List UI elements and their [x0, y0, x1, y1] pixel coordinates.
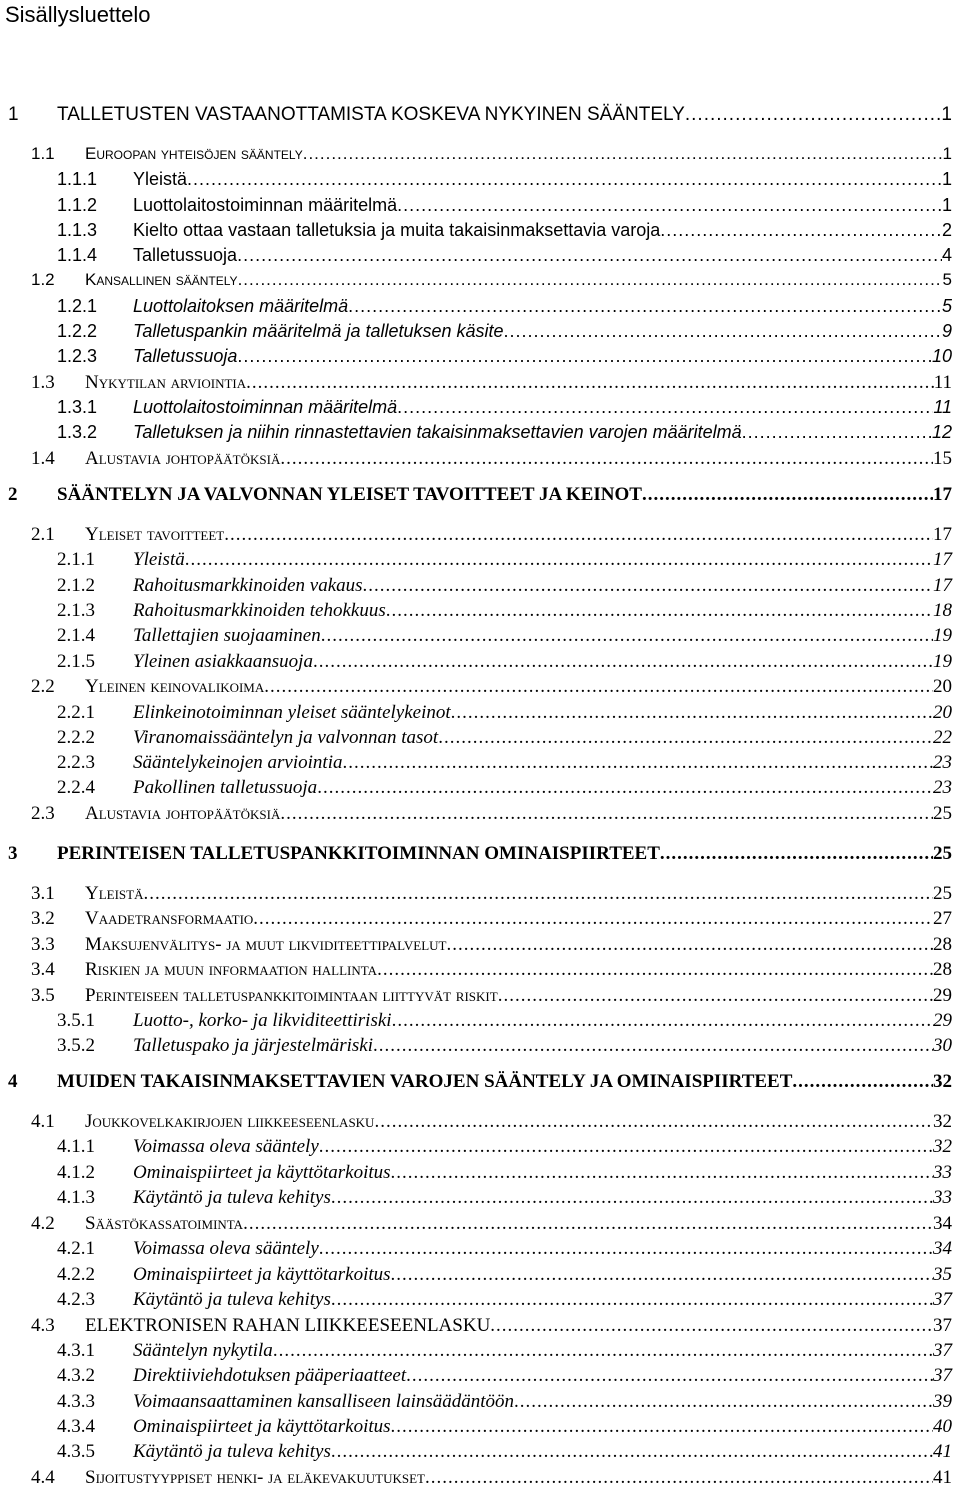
toc-page-number: 25 [933, 883, 952, 904]
toc-number: 4.1.1 [57, 1136, 95, 1157]
toc-leader-dots [391, 1416, 933, 1438]
toc-label: Luotto-, korko- ja likviditeettiriski [133, 1010, 392, 1031]
toc-page-number: 41 [933, 1441, 952, 1462]
toc-leader-dots [425, 1467, 933, 1489]
toc-number: 4.1.2 [57, 1162, 95, 1183]
toc-page-number: 29 [933, 1010, 952, 1031]
toc-entry[interactable] [0, 1416, 960, 1441]
toc-label: Yleinen keinovalikoima [85, 676, 265, 697]
toc-entry[interactable] [0, 843, 960, 868]
toc-number: 4.1 [31, 1111, 55, 1132]
toc-entry[interactable] [0, 1162, 960, 1187]
toc-leader-dots [391, 1264, 933, 1286]
toc-leader-dots [642, 484, 933, 506]
toc-page-number: 20 [933, 676, 952, 697]
toc-leader-dots [438, 727, 933, 749]
toc-label: Luottolaitostoiminnan määritelmä [133, 397, 398, 417]
toc-number: 2.3 [31, 803, 55, 824]
toc-leader-dots [363, 575, 933, 597]
toc-entry[interactable] [0, 803, 960, 828]
toc-label: Yleistä [133, 169, 188, 189]
toc-leader-dots [373, 1035, 933, 1057]
toc-number: 3.2 [31, 908, 55, 929]
toc-page-number: 17 [933, 524, 952, 545]
toc-leader-dots [273, 1340, 933, 1362]
toc-label: MUIDEN TAKAISINMAKSETTAVIEN VAROJEN SÄÄNTELY JA OMINAISPIIRTEET [57, 1071, 793, 1092]
toc-entry[interactable] [0, 908, 960, 933]
toc-entry[interactable] [0, 1010, 960, 1035]
toc-number: 4.3.5 [57, 1441, 95, 1462]
toc-page-number: 28 [933, 934, 952, 955]
toc-page-number: 19 [933, 625, 952, 646]
toc-page-number: 2 [941, 220, 952, 240]
toc-number: 1.3 [31, 372, 55, 393]
toc-page-number: 30 [933, 1035, 952, 1056]
toc-number: 3.5.2 [57, 1035, 95, 1056]
toc-number: 1.1.3 [57, 220, 98, 240]
toc-page-number: 20 [933, 702, 952, 723]
toc-leader-dots [237, 245, 942, 266]
toc-leader-dots [238, 270, 943, 290]
toc-page-number: 12 [931, 422, 952, 442]
toc-leader-dots [660, 220, 942, 241]
toc-number: 2.2.4 [57, 777, 95, 798]
toc-label: Vaadetransformaatio [85, 908, 254, 929]
toc-label: Rahoitusmarkkinoiden tehokkuus [133, 600, 386, 621]
toc-label: Luottolaitostoiminnan määritelmä [133, 195, 398, 215]
toc-leader-dots [253, 908, 933, 930]
toc-label: Voimassa oleva sääntely [133, 1238, 319, 1259]
toc-number: 2.1.1 [57, 549, 95, 570]
toc-number: 2.1.3 [57, 600, 95, 621]
toc-label: Euroopan yhteisöjen sääntely [85, 144, 303, 163]
toc-entry[interactable] [0, 220, 960, 244]
toc-entry[interactable] [0, 1264, 960, 1289]
toc-page-number: 25 [933, 803, 952, 824]
toc-label: Alustavia johtopäätöksiä [85, 803, 281, 824]
toc-label: Kansallinen sääntely [85, 270, 238, 289]
toc-number: 4.2.2 [57, 1264, 95, 1285]
toc-number: 3.3 [31, 934, 55, 955]
toc-number: 1.1.4 [57, 245, 98, 265]
toc-leader-dots [331, 1289, 933, 1311]
toc-label: Ominaispiirteet ja käyttötarkoitus [133, 1162, 391, 1183]
toc-entry[interactable] [0, 1441, 960, 1466]
toc-label: Elinkeinotoiminnan yleiset sääntelykeinot [133, 702, 451, 723]
toc-leader-dots [377, 959, 933, 981]
toc-label: Alustavia johtopäätöksiä [85, 448, 281, 469]
toc-page-number: 9 [941, 321, 952, 341]
toc-entry[interactable] [0, 1340, 960, 1365]
toc-label: Direktiiviehdotuksen pääperiaatteet [133, 1365, 407, 1386]
toc-number: 4.3.1 [57, 1340, 95, 1361]
toc-entry[interactable] [0, 372, 960, 397]
toc-page-number: 4 [941, 245, 952, 265]
toc-page-number: 25 [933, 843, 952, 864]
toc-label: PERINTEISEN TALLETUSPANKKITOIMINNAN OMINAISPIIRTEET [57, 843, 660, 864]
toc-leader-dots [321, 625, 933, 647]
toc-page-number: 15 [933, 448, 952, 469]
toc-leader-dots [504, 321, 942, 342]
toc-leader-dots [185, 549, 933, 571]
toc-number: 2.2.1 [57, 702, 95, 723]
toc-label: Joukkovelkakirjojen liikkeeseenlasku [85, 1111, 375, 1132]
toc-entry[interactable] [0, 883, 960, 908]
toc-number: 4.3.3 [57, 1391, 95, 1412]
toc-page-number: 23 [933, 752, 952, 773]
toc-leader-dots [397, 195, 942, 216]
toc-page-number: 17 [933, 484, 952, 505]
toc-number: 3.1 [31, 883, 55, 904]
toc-entry[interactable] [0, 651, 960, 676]
toc-page-number: 32 [933, 1136, 952, 1157]
toc-number: 1.2.2 [57, 321, 98, 341]
toc-label: ELEKTRONISEN RAHAN LIIKKEESEENLASKU [85, 1315, 491, 1336]
toc-page-number: 40 [933, 1416, 952, 1437]
toc-leader-dots [406, 1365, 933, 1387]
toc-entry[interactable] [0, 1213, 960, 1238]
toc-entry[interactable] [0, 1365, 960, 1390]
toc-leader-dots [446, 934, 933, 956]
toc-label: Voimassa oleva sääntely [133, 1136, 319, 1157]
toc-number: 4.2 [31, 1213, 55, 1234]
toc-page-number: 5 [942, 270, 952, 289]
toc-leader-dots [348, 296, 942, 317]
toc-entry[interactable] [0, 484, 960, 509]
toc-page-number: 17 [933, 575, 952, 596]
toc-leader-dots [280, 803, 933, 825]
toc-entry[interactable] [0, 422, 960, 446]
toc-label: Sääntelyn nykytila [133, 1340, 273, 1361]
toc-entry[interactable] [0, 1238, 960, 1263]
toc-number: 4.3 [31, 1315, 55, 1336]
toc-entry[interactable] [0, 575, 960, 600]
toc-page-number: 1 [941, 104, 952, 125]
toc-page-number: 27 [933, 908, 952, 929]
toc-page-number: 34 [933, 1238, 952, 1259]
toc-label: Yleiset tavoitteet [85, 524, 225, 545]
toc-number: 3.5 [31, 985, 55, 1006]
toc-leader-dots [374, 1111, 933, 1133]
toc-entry[interactable] [0, 1315, 960, 1340]
toc-number: 1.2 [31, 270, 55, 289]
toc-label: Luottolaitoksen määritelmä [133, 296, 349, 316]
toc-leader-dots [391, 1162, 933, 1184]
toc-page-number: 37 [933, 1340, 952, 1361]
toc-leader-dots [243, 1213, 933, 1235]
toc-page-number: 22 [933, 727, 952, 748]
toc-number: 4.2.1 [57, 1238, 95, 1259]
toc-entry[interactable] [0, 934, 960, 959]
toc-entry[interactable] [0, 1467, 960, 1492]
toc-leader-dots [685, 104, 942, 126]
toc-label: Talletuspako ja järjestelmäriski [133, 1035, 373, 1056]
toc-label: Perinteiseen talletuspankkitoimintaan liittyvät riskit [85, 985, 498, 1006]
toc-leader-dots [303, 144, 943, 164]
toc-entry[interactable] [0, 296, 960, 320]
toc-number: 1.1.1 [57, 169, 98, 189]
toc-number: 1 [8, 104, 19, 125]
toc-number: 3 [8, 843, 18, 864]
toc-entry[interactable] [0, 777, 960, 802]
toc-leader-dots [660, 843, 933, 865]
toc-number: 1.1.2 [57, 195, 98, 215]
toc-label: Kielto ottaa vastaan talletuksia ja muita takaisinmaksettavia varoja [133, 220, 661, 240]
toc-entry[interactable] [0, 549, 960, 574]
toc-page-number: 33 [933, 1187, 952, 1208]
toc-number: 4.3.2 [57, 1365, 95, 1386]
toc-leader-dots [224, 524, 933, 546]
toc-number: 2 [8, 484, 18, 505]
toc-label: Viranomaissääntelyn ja valvonnan tasot [133, 727, 439, 748]
toc-label: Talletussuoja [133, 245, 238, 265]
toc-leader-dots [187, 169, 942, 190]
toc-page-number: 29 [933, 985, 952, 1006]
toc-number: 2.1.4 [57, 625, 95, 646]
toc-entry[interactable] [0, 727, 960, 752]
toc-page-number: 23 [933, 777, 952, 798]
toc-leader-dots [397, 397, 933, 418]
toc-entry[interactable] [0, 985, 960, 1010]
toc-number: 2.1 [31, 524, 55, 545]
toc-page-number: 18 [933, 600, 952, 621]
toc-number: 1.1 [31, 144, 55, 163]
toc-page-number: 17 [933, 549, 952, 570]
toc-entry[interactable] [0, 144, 960, 167]
toc-number: 2.2.3 [57, 752, 95, 773]
toc-label: Sijoitustyyppiset henki- ja eläkevakuutukset [85, 1467, 426, 1488]
toc-leader-dots [792, 1071, 933, 1093]
toc-entry[interactable] [0, 524, 960, 549]
toc-page-number: 19 [933, 651, 952, 672]
toc-page-number: 28 [933, 959, 952, 980]
toc-entry[interactable] [0, 104, 960, 129]
toc-leader-dots [280, 448, 933, 470]
toc-leader-dots [317, 777, 933, 799]
toc-page-number: 34 [933, 1213, 952, 1234]
toc-page-number: 1 [941, 195, 952, 215]
toc-number: 4.3.4 [57, 1416, 95, 1437]
toc-label: Säästökassatoiminta [85, 1213, 244, 1234]
toc-entry[interactable] [0, 448, 960, 473]
toc-leader-dots [313, 651, 933, 673]
page-title: Sisällysluettelo [5, 2, 151, 27]
toc-entry[interactable] [0, 346, 960, 370]
toc-page-number: 37 [933, 1365, 952, 1386]
toc-label: Voimaansaattaminen kansalliseen lainsäädäntöön [133, 1391, 515, 1412]
toc-number: 2.2 [31, 676, 55, 697]
toc-leader-dots [264, 676, 933, 698]
toc-label: Sääntelykeinojen arviointia [133, 752, 343, 773]
toc-page-number: 37 [933, 1289, 952, 1310]
toc-leader-dots [319, 1136, 933, 1158]
toc-page-number: 39 [933, 1391, 952, 1412]
toc-leader-dots [237, 346, 932, 367]
toc-number: 3.4 [31, 959, 55, 980]
toc-page-number: 11 [933, 397, 952, 417]
toc-number: 1.2.1 [57, 296, 98, 316]
toc-number: 3.5.1 [57, 1010, 95, 1031]
toc-number: 4.4 [31, 1467, 55, 1488]
toc-number: 1.3.2 [57, 422, 98, 442]
toc-label: SÄÄNTELYN JA VALVONNAN YLEISET TAVOITTEET JA KEINOT [57, 484, 642, 505]
toc-page-number: 10 [931, 346, 952, 366]
toc-number: 2.2.2 [57, 727, 95, 748]
toc-entry[interactable] [0, 397, 960, 421]
toc-leader-dots [342, 752, 933, 774]
toc-number: 4 [8, 1071, 18, 1092]
toc-number: 2.1.5 [57, 651, 95, 672]
toc-label: Talletuspankin määritelmä ja talletuksen käsite [133, 321, 504, 341]
toc-label: Riskien ja muun informaation hallinta [85, 959, 378, 980]
toc-label: Käytäntö ja tuleva kehitys [133, 1441, 331, 1462]
toc-label: Käytäntö ja tuleva kehitys [133, 1289, 331, 1310]
toc-label: Yleistä [85, 883, 144, 904]
toc-number: 1.4 [31, 448, 55, 469]
toc-entry[interactable] [0, 959, 960, 984]
toc-label: Pakollinen talletussuoja [133, 777, 318, 798]
toc-label: Maksujenvälitys- ja muut likviditeettipalvelut [85, 934, 447, 955]
toc-leader-dots [514, 1391, 933, 1413]
toc-leader-dots [319, 1238, 933, 1260]
toc-entry[interactable] [0, 1071, 960, 1096]
toc-label: Nykytilan arviointia [85, 372, 247, 393]
toc-entry[interactable] [0, 1187, 960, 1212]
toc-entry[interactable] [0, 1136, 960, 1161]
toc-page-number: 5 [941, 296, 952, 316]
toc-label: Ominaispiirteet ja käyttötarkoitus [133, 1416, 391, 1437]
toc-label: Käytäntö ja tuleva kehitys [133, 1187, 331, 1208]
toc-label: Yleinen asiakkaansuoja [133, 651, 313, 672]
toc-page-number: 1 [941, 169, 952, 189]
toc-entry[interactable] [0, 676, 960, 701]
toc-label: Talletuksen ja niihin rinnastettavien takaisinmaksettavien varojen määritelmä [133, 422, 742, 442]
toc-leader-dots [490, 1315, 933, 1337]
toc-label: Talletussuoja [133, 346, 238, 366]
toc-leader-dots [331, 1187, 933, 1209]
toc-page-number: 41 [933, 1467, 952, 1488]
toc-label: Tallettajien suojaaminen [133, 625, 321, 646]
toc-leader-dots [144, 883, 934, 905]
toc-entry[interactable] [0, 169, 960, 193]
toc-entry[interactable] [0, 600, 960, 625]
toc-entry[interactable] [0, 1035, 960, 1060]
toc-entry[interactable] [0, 702, 960, 727]
toc-entry[interactable] [0, 245, 960, 269]
toc-leader-dots [392, 1010, 933, 1032]
toc-entry[interactable] [0, 270, 960, 293]
toc-leader-dots [331, 1441, 933, 1463]
toc-label: Ominaispiirteet ja käyttötarkoitus [133, 1264, 391, 1285]
toc-entry[interactable] [0, 752, 960, 777]
toc-entry[interactable] [0, 1111, 960, 1136]
toc-entry[interactable] [0, 195, 960, 219]
toc-page-number: 37 [933, 1315, 952, 1336]
toc-entry[interactable] [0, 1391, 960, 1416]
toc-entry[interactable] [0, 625, 960, 650]
toc-number: 4.2.3 [57, 1289, 95, 1310]
toc-leader-dots [498, 985, 933, 1007]
toc-number: 1.3.1 [57, 397, 98, 417]
toc-leader-dots [246, 372, 934, 394]
toc-label: TALLETUSTEN VASTAANOTTAMISTA KOSKEVA NYKYINEN SÄÄNTELY [57, 104, 685, 125]
toc-page-number: 33 [933, 1162, 952, 1183]
toc-number: 4.1.3 [57, 1187, 95, 1208]
toc-number: 1.2.3 [57, 346, 98, 366]
toc-entry[interactable] [0, 1289, 960, 1314]
toc-label: Yleistä [133, 549, 185, 570]
toc-page-number: 35 [933, 1264, 952, 1285]
toc-number: 2.1.2 [57, 575, 95, 596]
toc-page-number: 32 [933, 1111, 952, 1132]
toc-entry[interactable] [0, 321, 960, 345]
toc-label: Rahoitusmarkkinoiden vakaus [133, 575, 363, 596]
toc-page-number: 32 [933, 1071, 952, 1092]
toc-leader-dots [742, 422, 932, 443]
toc-page-number: 11 [933, 372, 952, 393]
toc-page-number: 1 [942, 144, 952, 163]
toc-leader-dots [451, 702, 933, 724]
toc-leader-dots [386, 600, 933, 622]
